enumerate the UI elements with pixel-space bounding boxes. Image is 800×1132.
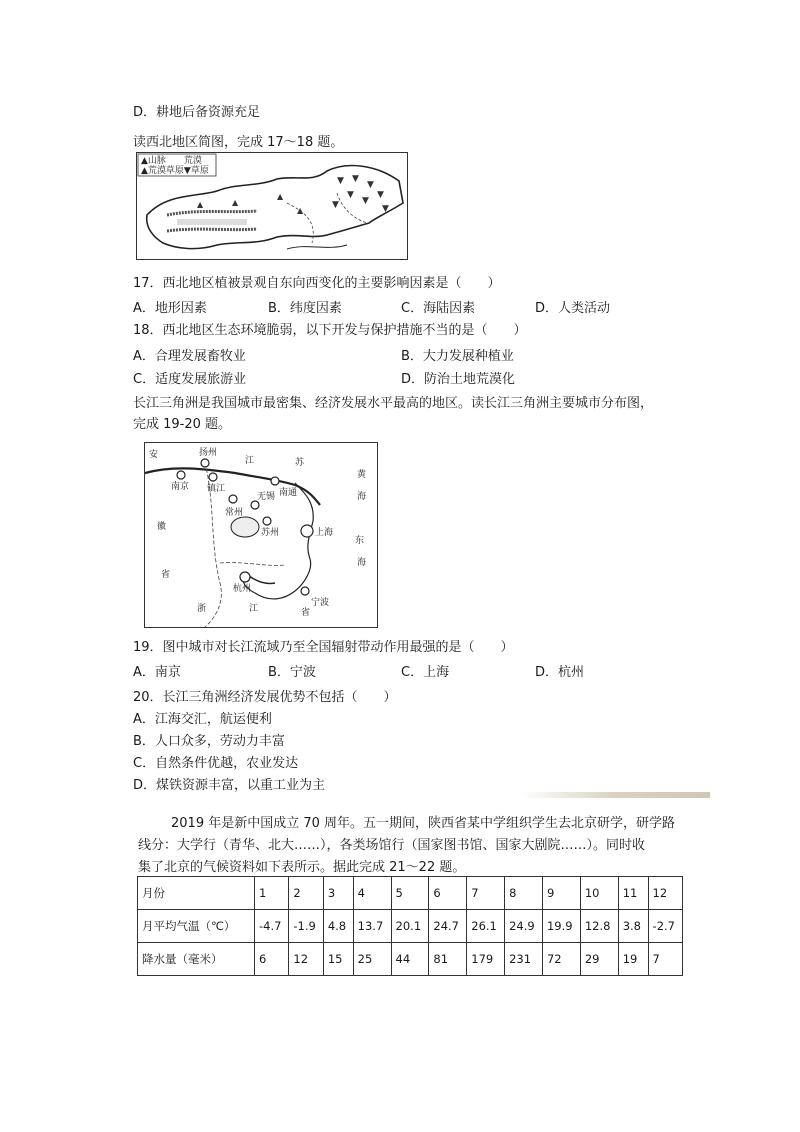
q20-option-a[interactable]: A．江海交汇，航运便利 — [133, 712, 272, 727]
beijing-climate-table — [137, 876, 683, 976]
intro-19-20-line2: 完成 19-20 题。 — [133, 417, 232, 432]
svg-text:▲: ▲ — [232, 198, 239, 207]
page-divider — [520, 792, 710, 798]
svg-text:▲: ▲ — [297, 206, 304, 215]
precip-cell: 15 — [323, 943, 353, 976]
label-huang: 黄 — [357, 470, 367, 480]
svg-text:▼: ▼ — [362, 196, 369, 206]
desert-area — [177, 219, 247, 225]
q19-question: 19．图中城市对长江流域乃至全国辐射带动作用最强的是（ ） — [133, 640, 514, 655]
intro-21-22-line2: 线分：大学行（青华、北大……），各类场馆行（国家图书馆、国家大剧院……）。同时收 — [138, 838, 646, 853]
table-row-months — [138, 877, 683, 910]
label-wuxi: 无锡 — [257, 492, 276, 502]
label-changzhou: 常州 — [225, 508, 244, 518]
yangtze-delta-map — [144, 442, 378, 628]
label-hangzhou: 杭州 — [233, 584, 252, 594]
month-cell: 1 — [255, 877, 289, 910]
map-legend-row2: ▲荒漠草原▼草原 — [141, 166, 209, 176]
q19-option-a[interactable]: A．南京 — [133, 665, 181, 680]
month-cell: 3 — [323, 877, 353, 910]
label-an: 安 — [149, 450, 159, 460]
taihu-lake — [231, 517, 259, 537]
q18-option-b[interactable]: B．大力发展种植业 — [401, 349, 514, 364]
label-suzhou: 苏州 — [261, 528, 280, 538]
q19-options — [133, 661, 693, 679]
temp-cell: -2.7 — [648, 910, 682, 943]
temp-cell: 3.8 — [618, 910, 648, 943]
q16-option-d: D．耕地后备资源充足 — [133, 105, 261, 120]
temp-cell: 24.7 — [429, 910, 467, 943]
label-hui: 徽 — [157, 522, 167, 532]
label-sheng-2: 省 — [301, 608, 311, 618]
q18-option-c[interactable]: C．适度发展旅游业 — [133, 372, 247, 387]
precip-cell: 7 — [648, 943, 682, 976]
label-sheng-1: 省 — [161, 570, 171, 580]
kunlun-range — [167, 229, 257, 231]
q17-question: 17．西北地区植被景观自东向西变化的主要影响因素是（ ） — [133, 276, 501, 291]
temp-cell: 12.8 — [580, 910, 618, 943]
q17-options — [133, 297, 693, 315]
northwest-map — [136, 152, 408, 260]
tianshan-range — [167, 211, 257, 215]
precipitation-header: 降水量（毫米） — [138, 943, 255, 976]
q19-option-b[interactable]: B．宁波 — [268, 665, 316, 680]
grassland-symbols — [332, 174, 389, 214]
temp-cell: 20.1 — [391, 910, 429, 943]
label-ningbo: 宁波 — [311, 598, 330, 608]
temp-cell: 19.9 — [542, 910, 580, 943]
month-cell: 4 — [353, 877, 391, 910]
q17-option-a[interactable]: A．地形因素 — [133, 301, 207, 316]
huanghe-river — [287, 245, 347, 249]
precip-cell: 72 — [542, 943, 580, 976]
precip-cell: 12 — [289, 943, 323, 976]
svg-text:▲: ▲ — [197, 200, 204, 209]
yangtze-delta-drawing — [145, 443, 377, 627]
northwest-map-drawing — [137, 153, 407, 259]
temp-cell: 13.7 — [353, 910, 391, 943]
q19-option-c[interactable]: C．上海 — [401, 665, 450, 680]
q18-options-row2 — [133, 368, 693, 386]
label-jiang: 江 — [245, 456, 255, 466]
q17-option-c[interactable]: C．海陆因素 — [401, 301, 476, 316]
intro-21-22-line3: 集了北京的气候资料如下表所示。据此完成 21～22 题。 — [138, 860, 466, 875]
precip-cell: 6 — [255, 943, 289, 976]
q20-option-c[interactable]: C．自然条件优越，农业发达 — [133, 756, 299, 771]
map-legend-row1: ▲山脉 荒漠 — [141, 156, 202, 166]
month-cell: 12 — [648, 877, 682, 910]
months-header: 月份 — [138, 877, 255, 910]
q18-option-a[interactable]: A．合理发展畜牧业 — [133, 349, 246, 364]
precip-cell: 44 — [391, 943, 429, 976]
precip-cell: 29 — [580, 943, 618, 976]
month-cell: 11 — [618, 877, 648, 910]
month-cell: 10 — [580, 877, 618, 910]
q20-option-d[interactable]: D．煤铁资源丰富，以重工业为主 — [133, 778, 326, 793]
northwest-boundary — [147, 166, 403, 249]
label-jiang-2: 江 — [249, 604, 259, 614]
q19-option-d[interactable]: D．杭州 — [535, 665, 585, 680]
svg-text:▼: ▼ — [337, 176, 344, 186]
label-nanjing: 南京 — [171, 482, 190, 492]
label-nantong: 南通 — [279, 488, 298, 498]
temp-cell: 4.8 — [323, 910, 353, 943]
q18-options-row1 — [133, 345, 693, 363]
coastline — [243, 483, 313, 599]
svg-text:▼: ▼ — [367, 180, 374, 190]
label-su: 苏 — [295, 458, 305, 468]
temp-cell: 26.1 — [467, 910, 505, 943]
precip-cell: 231 — [505, 943, 543, 976]
temp-cell: 24.9 — [505, 910, 543, 943]
label-zhe: 浙 — [197, 604, 207, 614]
svg-text:▼: ▼ — [352, 174, 359, 184]
precip-cell: 179 — [467, 943, 505, 976]
precip-cell: 19 — [618, 943, 648, 976]
q20-question: 20．长江三角洲经济发展优势不包括（ ） — [133, 690, 397, 705]
month-cell: 2 — [289, 877, 323, 910]
month-cell: 6 — [429, 877, 467, 910]
temperature-header: 月平均气温（℃） — [138, 910, 255, 943]
svg-text:▼: ▼ — [332, 200, 339, 210]
month-cell: 8 — [505, 877, 543, 910]
label-shanghai: 上海 — [315, 528, 334, 538]
label-hai-2: 海 — [357, 558, 367, 568]
q18-option-d[interactable]: D．防治土地荒漠化 — [401, 372, 516, 387]
intro-19-20-line1: 长江三角洲是我国城市最密集、经济发展水平最高的地区。读长江三角洲主要城市分布图， — [133, 396, 654, 411]
month-cell: 9 — [542, 877, 580, 910]
intro-17-18: 读西北地区简图，完成 17～18 题。 — [133, 135, 344, 150]
precip-cell: 81 — [429, 943, 467, 976]
svg-text:▼: ▼ — [377, 190, 384, 200]
province-border-south — [220, 563, 285, 566]
svg-text:▼: ▼ — [347, 190, 354, 200]
label-zhenjiang: 镇江 — [207, 484, 226, 494]
month-cell: 7 — [467, 877, 505, 910]
q20-option-b[interactable]: B．人口众多，劳动力丰富 — [133, 734, 285, 749]
precip-cell: 25 — [353, 943, 391, 976]
intro-21-22-line1: 2019 年是新中国成立 70 周年。五一期间，陕西省某中学组织学生去北京研学，研学路 — [171, 816, 676, 831]
label-yangzhou: 扬州 — [199, 448, 218, 458]
q18-question: 18．西北地区生态环境脆弱，以下开发与保护措施不当的是（ ） — [133, 323, 527, 338]
label-hai-1: 海 — [357, 492, 367, 502]
temp-cell: -1.9 — [289, 910, 323, 943]
q17-option-b[interactable]: B．纬度因素 — [268, 301, 342, 316]
table-row-precipitation — [138, 943, 683, 976]
label-dong: 东 — [355, 536, 365, 546]
temp-cell: -4.7 — [255, 910, 289, 943]
q17-option-d[interactable]: D．人类活动 — [535, 301, 611, 316]
month-cell: 5 — [391, 877, 429, 910]
svg-text:▲: ▲ — [277, 192, 284, 201]
svg-text:▼: ▼ — [382, 204, 389, 214]
table-row-temperature — [138, 910, 683, 943]
